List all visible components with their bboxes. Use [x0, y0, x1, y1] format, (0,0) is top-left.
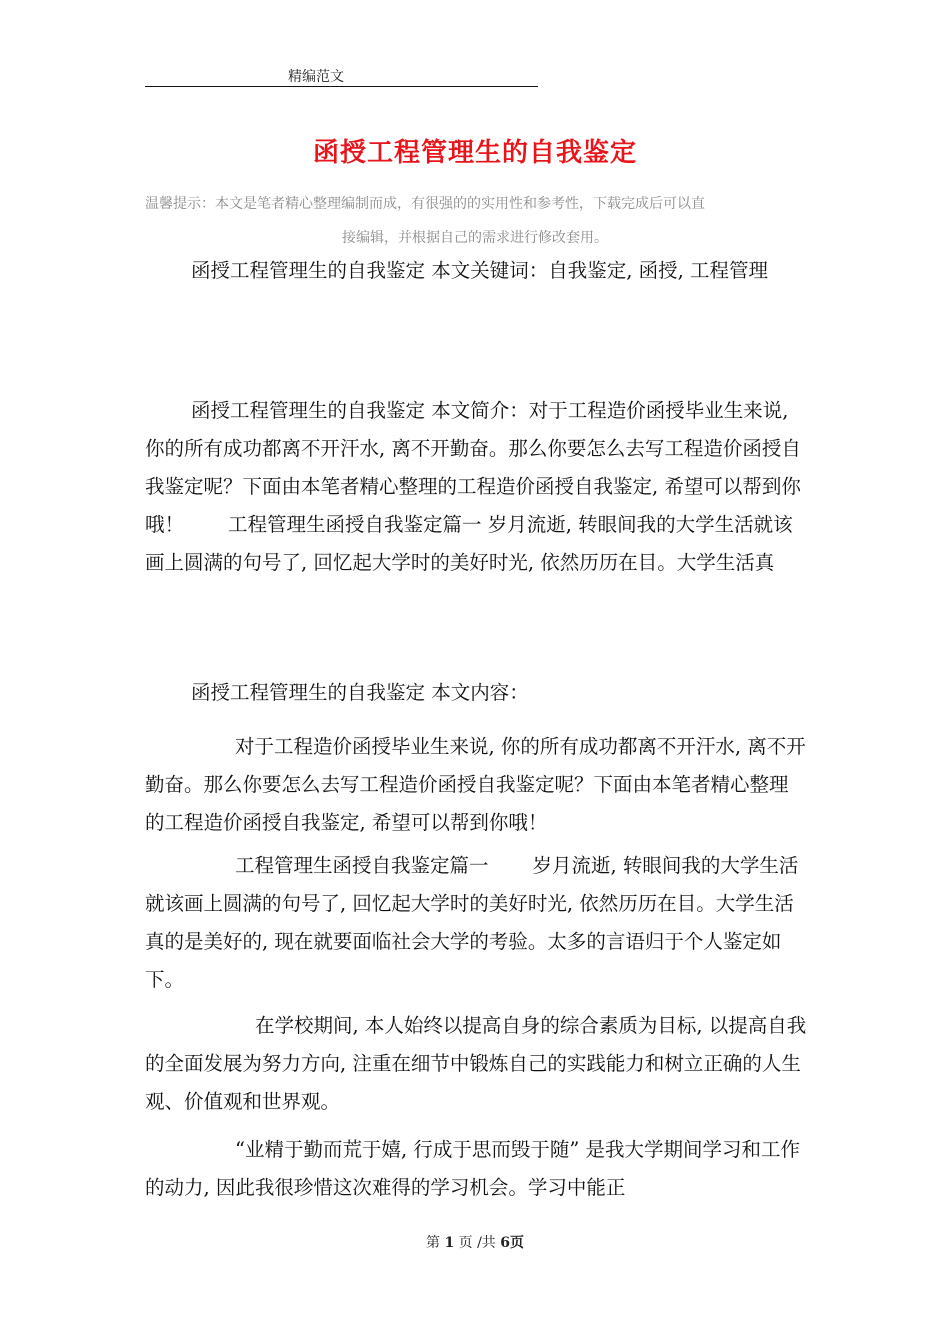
content-heading-text: 函授工程管理生的自我鉴定 本文内容： — [191, 681, 529, 704]
article-heading: 工程管理生函授自我鉴定篇一 — [235, 854, 489, 877]
summary-text: 函授工程管理生的自我鉴定 本文简介：对于工程造价函授毕业生来说, 你的所有成功都离不开汗水, 离不开勤奋。那么你要怎么去写工程造价函授自我鉴定呢？下面由本笔者精心整理的工程造价函授自我鉴定, 希望可以帮到你哦！ — [145, 399, 801, 536]
paragraph-motto — [145, 1131, 807, 1207]
footer-total-pages: 6 — [500, 1235, 511, 1251]
paragraph-keywords — [145, 252, 807, 290]
tip-line-2: 接编辑，并根据自己的需求进行修改套用。 — [342, 230, 608, 246]
paragraph-summary — [145, 392, 807, 582]
header-text: 精编范文 — [288, 69, 344, 85]
motto-text: “业精于勤而荒于嬉, 行成于思而毁于随” 是我大学期间学习和工作的动力, 因此我很珍惜这次难得的学习机会。学习中能正 — [145, 1138, 801, 1199]
footer-suffix: 页 — [510, 1235, 525, 1251]
footer-page-number: 1 — [444, 1235, 455, 1251]
article-text: 岁月流逝, 转眼间我的大学生活就该画上圆满的句号了, 回忆起大学时的美好时光, 依然历历在目。大学生活真的是美好的, 现在就要面临社会大学的考验。太多的言语归于个人鉴定如下。 — [145, 854, 799, 991]
document-title: 函授工程管理生的自我鉴定 — [312, 138, 637, 168]
footer-middle: 页 /共 — [458, 1235, 496, 1251]
header-rule — [145, 86, 538, 87]
paragraph-content-heading — [145, 674, 807, 712]
paragraph-school — [145, 1007, 807, 1121]
tip-note — [145, 187, 805, 255]
page-footer — [0, 1232, 950, 1252]
school-text: 在学校期间, 本人始终以提高自身的综合素质为目标, 以提高自我的全面发展为努力方向, 注重在细节中锻炼自己的实践能力和树立正确的人生观、价值观和世界观。 — [145, 1014, 807, 1113]
paragraph-intro — [145, 728, 807, 842]
intro-text: 对于工程造价函授毕业生来说, 你的所有成功都离不开汗水, 离不开勤奋。那么你要怎么去写工程造价函授自我鉴定呢？下面由本笔者精心整理的工程造价函授自我鉴定, 希望可以帮到你哦！ — [145, 735, 806, 834]
keywords-text: 函授工程管理生的自我鉴定 本文关键词：自我鉴定, 函授, 工程管理 — [191, 259, 768, 282]
tip-line-1: 温馨提示：本文是笔者精心整理编制而成，有很强的的实用性和参考性，下载完成后可以直 — [145, 196, 705, 212]
summary-excerpt: 工程管理生函授自我鉴定篇一 岁月流逝, 转眼间我的大学生活就该画上圆满的句号了, 回忆起大学时的美好时光, 依然历历在目。大学生活真 — [145, 513, 793, 574]
paragraph-article-one — [145, 847, 807, 999]
footer-prefix: 第 — [425, 1235, 440, 1251]
